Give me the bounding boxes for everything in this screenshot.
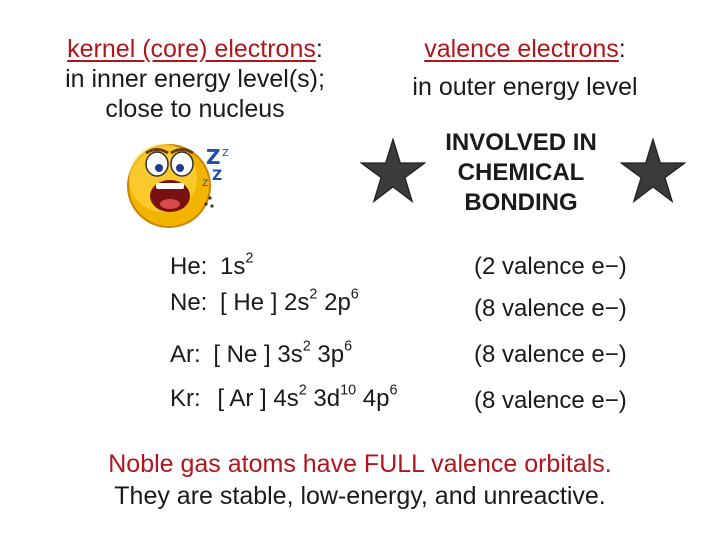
sleeping-face-icon	[126, 134, 242, 234]
kernel-line-2: close to nucleus	[105, 95, 285, 123]
kernel-heading: kernel (core) electrons	[67, 35, 316, 63]
kernel-electrons-block	[20, 34, 370, 124]
star-icon	[620, 138, 686, 204]
valence-line-1: in outer energy level	[412, 73, 638, 101]
element-symbol: He:	[170, 253, 208, 280]
kernel-colon: :	[315, 35, 323, 63]
valence-count-kr: (8 valence e−)	[474, 387, 627, 414]
config-text: 2p	[317, 289, 351, 316]
config-row-ar	[170, 340, 352, 370]
config-row-ne	[170, 288, 359, 318]
config-text: 1s	[220, 253, 246, 280]
config-superscript: 2	[245, 250, 254, 267]
bonding-line-1: INVOLVED IN	[445, 129, 597, 156]
config-text: [ He ] 2s	[220, 289, 310, 316]
electron-config	[217, 382, 398, 412]
element-symbol: Kr:	[170, 385, 201, 412]
bonding-note	[426, 128, 616, 218]
config-text: 3d	[306, 385, 341, 412]
config-superscript: 6	[350, 286, 359, 303]
valence-count-ar: (8 valence e−)	[474, 341, 627, 368]
bonding-line-2: CHEMICAL	[457, 159, 585, 186]
valence-heading: valence electrons	[424, 35, 619, 63]
svg-text:Z: Z	[202, 179, 209, 189]
valence-count-ne: (8 valence e−)	[474, 295, 627, 322]
svg-text:Z: Z	[212, 168, 223, 184]
footer-summary	[0, 448, 720, 512]
valence-colon: :	[618, 35, 626, 63]
config-row-he	[170, 252, 253, 282]
config-superscript: 2	[302, 338, 311, 355]
config-superscript: 6	[344, 338, 353, 355]
config-superscript: 2	[309, 286, 318, 303]
valence-electrons-block	[380, 34, 670, 102]
svg-text:Z: Z	[222, 148, 229, 159]
valence-count-he: (2 valence e−)	[474, 253, 627, 280]
element-symbol: Ne:	[170, 289, 208, 316]
config-row-kr	[170, 384, 398, 414]
config-superscript: 2	[298, 382, 307, 399]
svg-text:Z: Z	[206, 145, 221, 169]
config-superscript: 6	[389, 382, 398, 399]
footer-line-2: They are stable, low-energy, and unreactive.	[114, 482, 606, 510]
electron-config	[220, 286, 359, 316]
electron-config	[213, 338, 353, 368]
bonding-line-3: BONDING	[464, 189, 578, 216]
electron-config	[220, 250, 254, 280]
kernel-line-1: in inner energy level(s);	[65, 65, 325, 93]
config-text: 4p	[356, 385, 390, 412]
config-text: [ Ar ] 4s	[217, 385, 299, 412]
config-text: [ Ne ] 3s	[213, 341, 303, 368]
valence-heading-line	[380, 34, 670, 64]
footer-line-1: Noble gas atoms have FULL valence orbitals.	[108, 450, 612, 478]
config-superscript: 10	[340, 382, 357, 399]
element-symbol: Ar:	[170, 341, 201, 368]
kernel-heading-line	[20, 34, 370, 64]
config-text: 3p	[310, 341, 345, 368]
star-icon	[360, 138, 426, 204]
